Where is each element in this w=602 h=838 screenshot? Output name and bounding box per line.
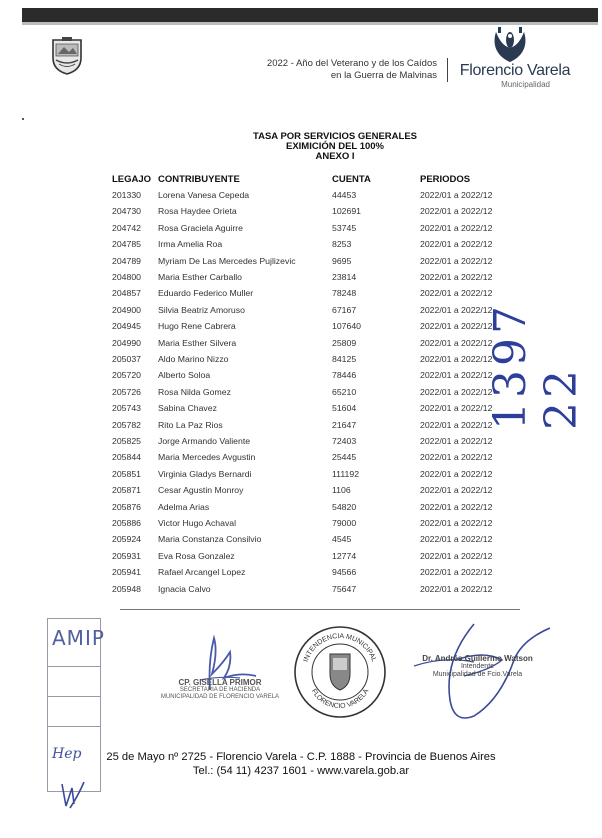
row-cuenta: 12774 xyxy=(332,550,357,561)
row-periodos: 2022/01 a 2022/12 xyxy=(420,550,493,561)
row-cuenta: 25445 xyxy=(332,452,357,463)
row-contribuyente: Victor Hugo Achaval xyxy=(158,518,237,528)
row-legajo: 205876 xyxy=(112,501,141,512)
row-legajo: 204785 xyxy=(112,239,141,250)
row-contribuyente: Aldo Marino Nizzo xyxy=(158,354,229,364)
row-cuenta: 84125 xyxy=(332,354,357,364)
row-contribuyente: Hugo Rene Cabrera xyxy=(158,321,236,332)
footer-contact xyxy=(100,750,502,778)
column-header-legajo: LEGAJO xyxy=(112,174,152,185)
row-cuenta: 94566 xyxy=(332,567,357,578)
row-periodos: 2022/01 a 2022/12 xyxy=(420,436,493,446)
row-periodos: 2022/01 a 2022/12 xyxy=(420,190,493,200)
row-contribuyente: Virginia Gladys Bernardi xyxy=(158,468,252,479)
row-contribuyente: Rafael Arcangel Lopez xyxy=(158,567,246,578)
row-legajo: 201330 xyxy=(112,190,141,200)
row-contribuyente: Adelma Arias xyxy=(158,501,210,512)
row-legajo: 204789 xyxy=(112,255,141,266)
row-contribuyente: Rosa Haydee Orieta xyxy=(158,206,237,217)
row-legajo: 205844 xyxy=(112,452,141,463)
row-periodos: 2022/01 a 2022/12 xyxy=(420,386,493,397)
signer-watson-institution: Municipalidad de Fcio.Varela xyxy=(432,671,523,678)
row-legajo: 205931 xyxy=(112,550,141,561)
row-legajo: 205851 xyxy=(112,468,141,479)
row-cuenta: 9695 xyxy=(332,255,352,266)
footer-phone-web: Tel.: (54 11) 4237 1601 - www.varela.gob.ar xyxy=(192,765,410,777)
row-periodos: 2022/01 a 2022/12 xyxy=(420,255,493,266)
row-cuenta: 111192 xyxy=(332,468,360,479)
row-cuenta: 8253 xyxy=(332,239,352,250)
row-periodos: 2022/01 a 2022/12 xyxy=(420,222,493,233)
commemorative-motto xyxy=(255,58,437,82)
row-contribuyente: Cesar Agustin Monroy xyxy=(158,485,244,496)
row-cuenta: 65210 xyxy=(332,386,357,397)
row-legajo: 204730 xyxy=(112,206,141,217)
row-contribuyente: Maria Esther Silvera xyxy=(158,337,237,348)
row-legajo: 205924 xyxy=(112,534,141,545)
row-cuenta: 23814 xyxy=(332,272,357,282)
amip-box-divider xyxy=(47,726,101,727)
signer-primor-role: SECRETARIA DE HACIENDA xyxy=(179,687,261,693)
row-cuenta: 53745 xyxy=(332,222,357,233)
row-cuenta: 25809 xyxy=(332,337,357,348)
row-cuenta: 78248 xyxy=(332,288,357,299)
signer-primor-stamp xyxy=(150,678,290,701)
row-cuenta: 21647 xyxy=(332,419,357,430)
row-cuenta: 79000 xyxy=(332,518,357,528)
row-cuenta: 107640 xyxy=(332,321,361,332)
row-legajo: 205037 xyxy=(112,354,141,364)
row-legajo: 204990 xyxy=(112,337,141,348)
row-periodos: 2022/01 a 2022/12 xyxy=(420,206,493,217)
row-periodos: 2022/01 a 2022/12 xyxy=(420,567,493,578)
row-contribuyente: Irma Amelia Roa xyxy=(158,239,223,250)
row-legajo: 204945 xyxy=(112,321,141,332)
row-contribuyente: Ignacia Calvo xyxy=(158,583,211,594)
document-subtitle: EXIMICIÓN DEL 100% xyxy=(285,141,385,152)
row-cuenta: 51604 xyxy=(332,403,357,414)
row-periodos: 2022/01 a 2022/12 xyxy=(420,370,493,381)
row-periodos: 2022/01 a 2022/12 xyxy=(420,288,493,299)
row-contribuyente: Rosa Nilda Gomez xyxy=(158,386,231,397)
amip-box-divider xyxy=(47,696,101,697)
row-cuenta: 67167 xyxy=(332,304,357,315)
row-legajo: 205720 xyxy=(112,370,141,381)
row-contribuyente: Myriam De Las Mercedes Pujlizevic xyxy=(158,255,296,266)
row-legajo: 205948 xyxy=(112,583,141,594)
row-legajo: 205886 xyxy=(112,518,141,528)
row-periodos: 2022/01 a 2022/12 xyxy=(420,583,493,594)
row-periodos: 2022/01 a 2022/12 xyxy=(420,239,493,250)
handwritten-file-number: 1397 22 xyxy=(485,302,587,430)
row-contribuyente: Eduardo Federico Muller xyxy=(158,288,254,299)
row-periodos: 2022/01 a 2022/12 xyxy=(420,452,493,463)
row-cuenta: 54820 xyxy=(332,501,357,512)
florencio-varela-logo-icon xyxy=(488,26,532,64)
row-legajo: 205782 xyxy=(112,419,141,430)
signer-primor-name: CP. GISELLA PRIMOR xyxy=(178,678,262,687)
scan-edge-bar xyxy=(22,8,598,22)
row-legajo: 204857 xyxy=(112,288,141,299)
row-periodos: 2022/01 a 2022/12 xyxy=(420,337,493,348)
row-legajo: 204900 xyxy=(112,304,141,315)
signer-watson-role: Intendente xyxy=(460,663,495,670)
row-periodos: 2022/01 a 2022/12 xyxy=(420,304,493,315)
signer-watson-stamp xyxy=(420,654,535,679)
row-periodos: 2022/01 a 2022/12 xyxy=(420,534,493,545)
logo-name: Florencio Varela xyxy=(459,62,571,79)
amip-stamp-label: AMIP xyxy=(52,626,105,650)
scan-speck xyxy=(22,118,24,120)
seal-bottom-text: FLORENCIO VARELA xyxy=(309,688,371,711)
seal-top-text: INTENDENCIA MUNICIPAL xyxy=(302,632,378,663)
row-cuenta: 1106 xyxy=(332,485,351,496)
handwritten-mark-icon xyxy=(58,778,88,812)
row-cuenta: 102691 xyxy=(332,206,361,217)
motto-line-1: 2022 - Año del Veterano y de los Caídos xyxy=(266,58,437,69)
row-periodos: 2022/01 a 2022/12 xyxy=(420,403,493,414)
row-cuenta: 78446 xyxy=(332,370,357,381)
signer-watson-name: Dr. Andrés Guillermo Watson xyxy=(422,654,533,663)
row-periodos: 2022/01 a 2022/12 xyxy=(420,354,493,364)
row-legajo: 205871 xyxy=(112,485,141,496)
row-contribuyente: Jorge Armando Valiente xyxy=(158,436,251,446)
signer-primor-institution: MUNICIPALIDAD DE FLORENCIO VARELA xyxy=(160,694,280,700)
row-periodos: 2022/01 a 2022/12 xyxy=(420,468,493,479)
row-legajo: 205941 xyxy=(112,567,141,578)
document-title: TASA POR SERVICIOS GENERALES xyxy=(253,131,417,142)
row-cuenta: 4545 xyxy=(332,534,352,545)
row-legajo: 205743 xyxy=(112,403,141,414)
row-legajo: 205726 xyxy=(112,386,141,397)
row-contribuyente: Lorena Vanesa Cepeda xyxy=(158,190,250,200)
logo-subtitle: Municipalidad xyxy=(501,80,550,89)
scan-edge-shadow xyxy=(22,22,598,25)
column-header-contribuyente: CONTRIBUYENTE xyxy=(158,174,240,185)
row-contribuyente: Sabina Chavez xyxy=(158,403,217,414)
row-contribuyente: Maria Constanza Consilvio xyxy=(158,534,262,545)
row-periodos: 2022/01 a 2022/12 xyxy=(420,272,493,282)
row-contribuyente: Alberto Soloa xyxy=(158,370,211,381)
row-cuenta: 72403 xyxy=(332,436,357,446)
motto-line-2: en la Guerra de Malvinas xyxy=(330,70,437,81)
row-periodos: 2022/01 a 2022/12 xyxy=(420,518,493,528)
row-contribuyente: Maria Esther Carballo xyxy=(158,272,243,282)
header-divider xyxy=(447,58,448,82)
municipal-crest-icon xyxy=(50,36,84,76)
column-header-cuenta: CUENTA xyxy=(332,174,371,185)
row-periodos: 2022/01 a 2022/12 xyxy=(420,501,493,512)
handwritten-initials: Hep xyxy=(52,746,82,762)
municipal-seal-icon xyxy=(292,624,388,720)
row-periodos: 2022/01 a 2022/12 xyxy=(420,485,493,496)
table-end-rule xyxy=(120,609,520,610)
row-contribuyente: Rito La Paz Rios xyxy=(158,419,223,430)
row-periodos: 2022/01 a 2022/12 xyxy=(420,321,493,332)
row-cuenta: 44453 xyxy=(332,190,357,200)
row-legajo: 204800 xyxy=(112,272,141,282)
row-contribuyente: Maria Mercedes Avgustin xyxy=(158,452,256,463)
row-contribuyente: Eva Rosa Gonzalez xyxy=(158,550,235,561)
row-cuenta: 75647 xyxy=(332,583,357,594)
footer-address: 25 de Mayo nº 2725 - Florencio Varela - C.P. 1888 - Provincia de Buenos Aires xyxy=(106,751,496,763)
row-contribuyente: Silvia Beatriz Amoruso xyxy=(158,304,245,315)
column-header-periodos: PERIODOS xyxy=(420,174,471,185)
row-periodos: 2022/01 a 2022/12 xyxy=(420,419,493,430)
row-contribuyente: Rosa Graciela Aguirre xyxy=(158,222,243,233)
row-legajo: 205825 xyxy=(112,436,141,446)
amip-box-divider xyxy=(47,666,101,667)
document-annex: ANEXO I xyxy=(315,151,355,162)
svg-text:FLORENCIO VARELA xyxy=(310,688,371,710)
row-legajo: 204742 xyxy=(112,222,141,233)
